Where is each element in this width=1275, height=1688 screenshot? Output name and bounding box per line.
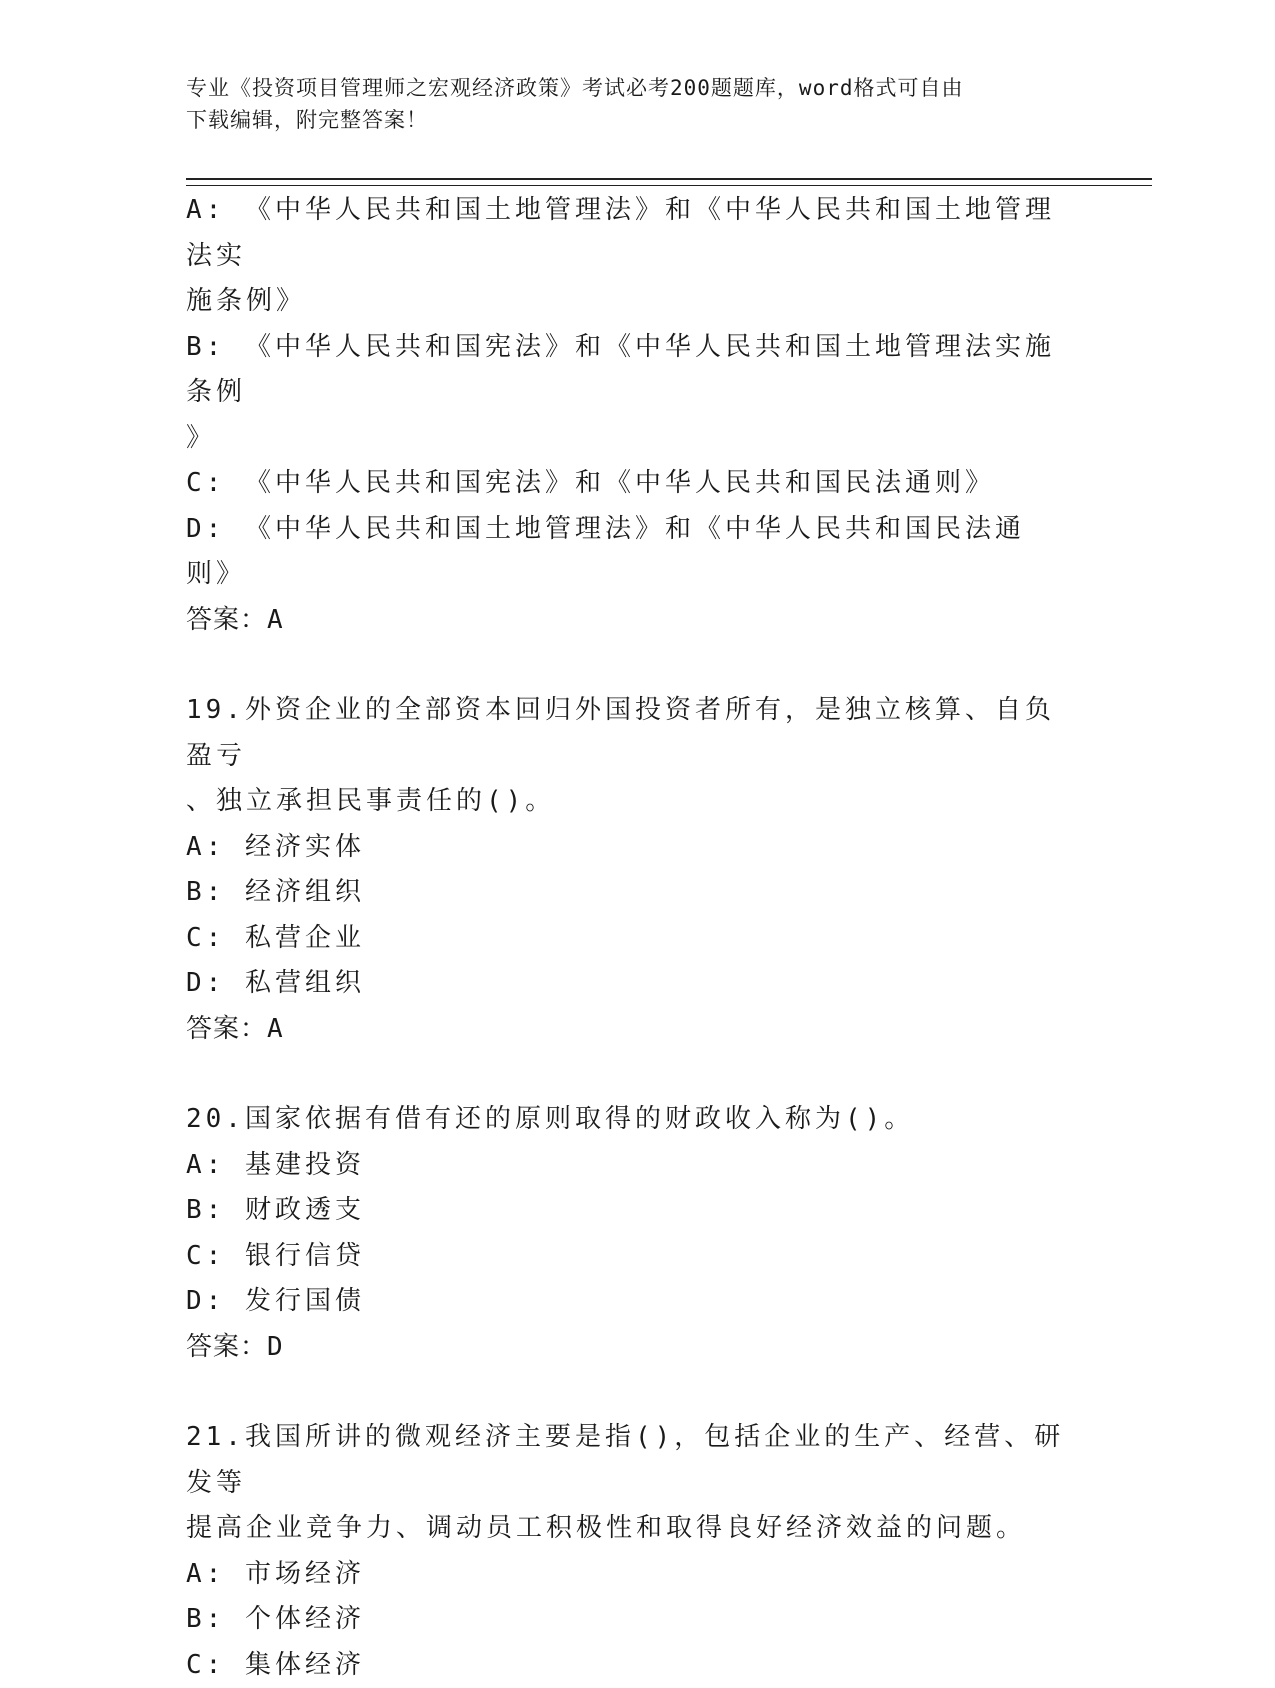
header-divider xyxy=(186,178,1152,186)
option-c: C: 银行信贷 xyxy=(186,1234,1066,1280)
option-a: A: 基建投资 xyxy=(186,1143,1066,1189)
option-c: C: 集体经济 xyxy=(186,1643,1066,1688)
spacer xyxy=(186,643,1066,688)
option-b: B: 财政透支 xyxy=(186,1188,1066,1234)
question-18-block xyxy=(186,188,1066,643)
option-c: C: 私营企业 xyxy=(186,916,1066,962)
option-b: B: 个体经济 xyxy=(186,1597,1066,1643)
option-c: C: 《中华人民共和国宪法》和《中华人民共和国民法通则》 xyxy=(186,461,1066,507)
question-19-block xyxy=(186,688,1066,1052)
option-d: D: 《中华人民共和国土地管理法》和《中华人民共和国民法通则》 xyxy=(186,507,1066,598)
option-a-line-2: 施条例》 xyxy=(186,279,1066,325)
option-a: A: 经济实体 xyxy=(186,825,1066,871)
question-21-block xyxy=(186,1415,1066,1688)
spacer xyxy=(186,1370,1066,1415)
answer: 答案：D xyxy=(186,1325,1066,1371)
question-stem-line-2: 、独立承担民事责任的()。 xyxy=(186,779,1066,825)
option-a-line-1: A: 《中华人民共和国土地管理法》和《中华人民共和国土地管理法实 xyxy=(186,188,1066,279)
option-d: D: 私营组织 xyxy=(186,961,1066,1007)
spacer xyxy=(186,1052,1066,1097)
option-a: A: 市场经济 xyxy=(186,1552,1066,1598)
option-b-line-1: B: 《中华人民共和国宪法》和《中华人民共和国土地管理法实施条例 xyxy=(186,325,1066,416)
question-stem-line-1: 21.我国所讲的微观经济主要是指()，包括企业的生产、经营、研发等 xyxy=(186,1415,1066,1506)
option-b-line-2: 》 xyxy=(186,416,1066,462)
answer: 答案：A xyxy=(186,1007,1066,1053)
header-line-1: 专业《投资项目管理师之宏观经济政策》考试必考200题题库，word格式可自由 xyxy=(186,72,1066,104)
question-stem: 20.国家依据有借有还的原则取得的财政收入称为()。 xyxy=(186,1097,1066,1143)
option-d: D: 发行国债 xyxy=(186,1279,1066,1325)
question-20-block xyxy=(186,1097,1066,1370)
header-line-2: 下载编辑，附完整答案！ xyxy=(186,104,1066,136)
option-b: B: 经济组织 xyxy=(186,870,1066,916)
question-list xyxy=(186,188,1066,1688)
document-header xyxy=(186,72,1066,136)
question-stem-line-1: 19.外资企业的全部资本回归外国投资者所有，是独立核算、自负盈亏 xyxy=(186,688,1066,779)
question-stem-line-2: 提高企业竞争力、调动员工积极性和取得良好经济效益的问题。 xyxy=(186,1506,1066,1552)
answer: 答案：A xyxy=(186,598,1066,644)
